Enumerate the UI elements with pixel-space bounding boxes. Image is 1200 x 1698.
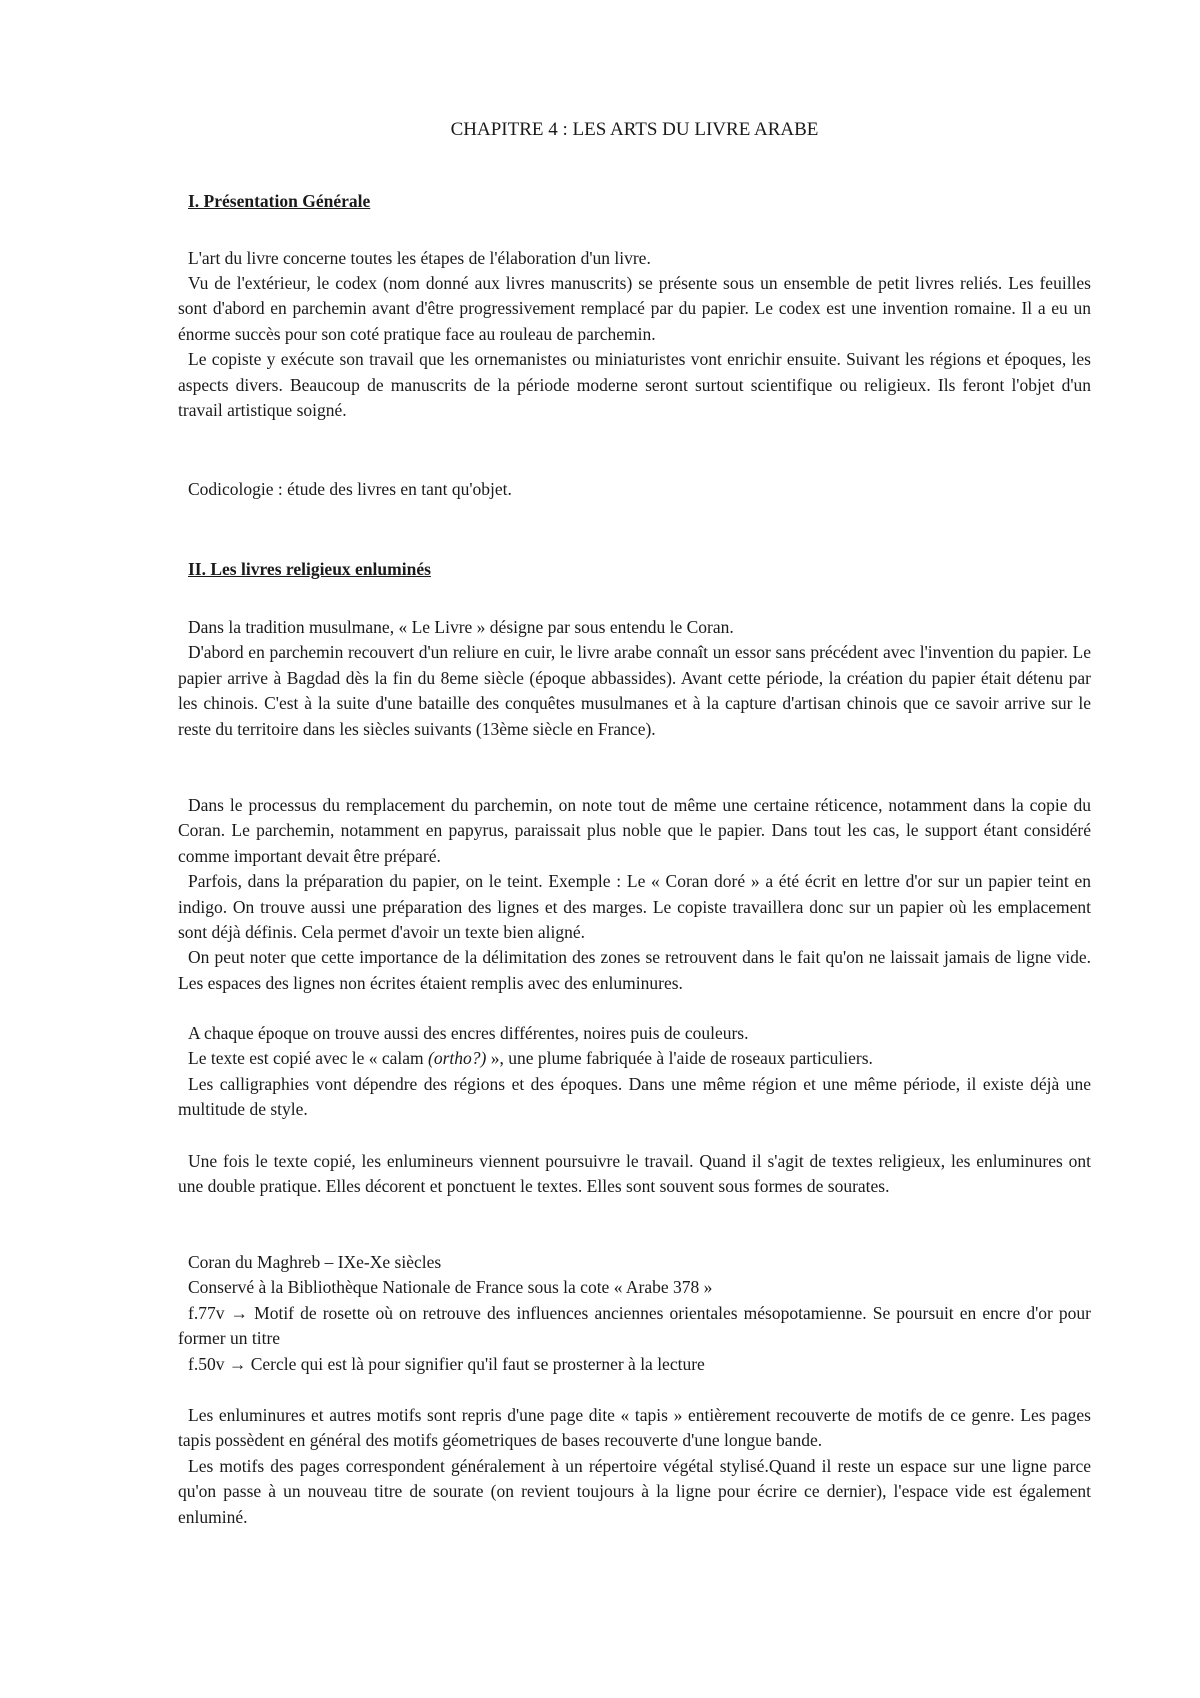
paragraph: L'art du livre concerne toutes les étapes de l'élaboration d'un livre. [188, 248, 651, 268]
section2-body-1 [178, 615, 1091, 742]
section2-body-2 [178, 793, 1091, 996]
paragraph: Les calligraphies vont dépendre des régions et des époques. Dans une même région et une même période, il existe déjà une multitude de style. [178, 1073, 1091, 1120]
paragraph: Dans le processus du remplacement du parchemin, on note tout de même une certaine réticence, notamment dans la copie du Coran. Le parchemin, notamment en papyrus, paraissait plus noble que le papier. Dans tout les cas, le support étant considéré comme important devait être préparé. [178, 795, 1091, 866]
paragraph: Les motifs des pages correspondent généralement à un répertoire végétal stylisé.Quand il reste un espace sur une ligne parce qu'on passe à un nouveau titre de sourate (on revient toujours à la ligne pour écrire ce dernier), l'espace vide est également enluminé. [178, 1455, 1091, 1527]
section2-body-4 [178, 1149, 1091, 1200]
paragraph: A chaque époque on trouve aussi des encres différentes, noires puis de couleurs. [188, 1023, 749, 1043]
italic-note: (ortho?) [428, 1048, 487, 1069]
section2-body-3 [178, 1021, 1091, 1123]
paragraph: Codicologie : étude des livres en tant qu'objet. [188, 479, 512, 499]
folio-note: f.50v → Cercle qui est là pour signifier qu'il faut se prosterner à la lecture [188, 1353, 705, 1374]
section1-body-3 [178, 477, 1091, 502]
paragraph: D'abord en parchemin recouvert d'un reliure en cuir, le livre arabe connaît un essor sans précédent avec l'invention du papier. Le papier arrive à Bagdad dès la fin du 8eme siècle (époque abbassides). Avant cette période, la création du papier était détenu par les chinois. C'est à la suite d'une bataille des conquêtes musulmanes et à la capture d'artisan chinois que ce savoir arrive sur le reste du territoire dans les siècles suivants (13ème siècle en France). [178, 642, 1091, 739]
paragraph: Dans la tradition musulmane, « Le Livre » désigne par sous entendu le Coran. [188, 617, 734, 637]
paragraph: Les enluminures et autres motifs sont repris d'une page dite « tapis » entièrement recouverte de motifs de ce genre. Les pages tapis possèdent en général des motifs géometriques de bases recouverte d'une longue bande. [178, 1405, 1091, 1451]
section1-body-2 [178, 271, 1091, 423]
chapter-title: CHAPITRE 4 : LES ARTS DU LIVRE ARABE [450, 119, 819, 140]
paragraph: Une fois le texte copié, les enlumineurs viennent poursuivre le travail. Quand il s'agit de textes religieux, les enluminures ont une double pratique. Elles décorent et ponctuent le textes. Elles sont souvent sous formes de sourates. [178, 1151, 1091, 1197]
section-heading-religious-books: II. Les livres religieux enluminés [188, 559, 431, 579]
manuscript-line: Conservé à la Bibliothèque Nationale de France sous la cote « Arabe 378 » [188, 1277, 713, 1298]
manuscript-line: Coran du Maghreb – IXe-Xe siècles [188, 1252, 442, 1272]
section-heading-presentation: I. Présentation Générale [188, 191, 371, 211]
paragraph-calam [178, 1046, 1091, 1071]
text-run: Le texte est copié avec le « calam [188, 1048, 429, 1069]
section2-body-6 [178, 1403, 1091, 1530]
text-run: », une plume fabriquée à l'aide de roseaux particuliers. [486, 1048, 873, 1069]
paragraph: On peut noter que cette importance de la délimitation des zones se retrouvent dans le fait qu'on ne laissait jamais de ligne vide. Les espaces des lignes non écrites étaient remplis avec des enluminures. [178, 947, 1091, 993]
paragraph: Le copiste y exécute son travail que les ornemanistes ou miniaturistes vont enrichir ensuite. Suivant les régions et époques, les aspects divers. Beaucoup de manuscrits de la période moderne seront surtout scientifique ou religieux. Ils feront l'objet d'un travail artistique soigné. [178, 349, 1091, 421]
folio-note: f.77v → Motif de rosette où on retrouve des influences anciennes orientales mésopotamienne. Se poursuit en encre d'or pour former un titre [178, 1302, 1091, 1349]
paragraph: Parfois, dans la préparation du papier, on le teint. Exemple : Le « Coran doré » a été écrit en lettre d'or sur un papier teint en indigo. On trouve aussi une préparation des lignes et des marges. Le copiste travaillera donc sur un papier où les emplacement sont déjà définis. Cela permet d'avoir un texte bien aligné. [178, 871, 1091, 943]
section1-body [178, 246, 1091, 271]
section2-body-5 [178, 1250, 1091, 1377]
paragraph: Vu de l'extérieur, le codex (nom donné aux livres manuscrits) se présente sous un ensemble de petit livres reliés. Les feuilles sont d'abord en parchemin avant d'être progressivement remplacé par du papier. Le codex est une invention romaine. Il a eu un énorme succès pour son coté pratique face au rouleau de parchemin. [178, 273, 1091, 344]
